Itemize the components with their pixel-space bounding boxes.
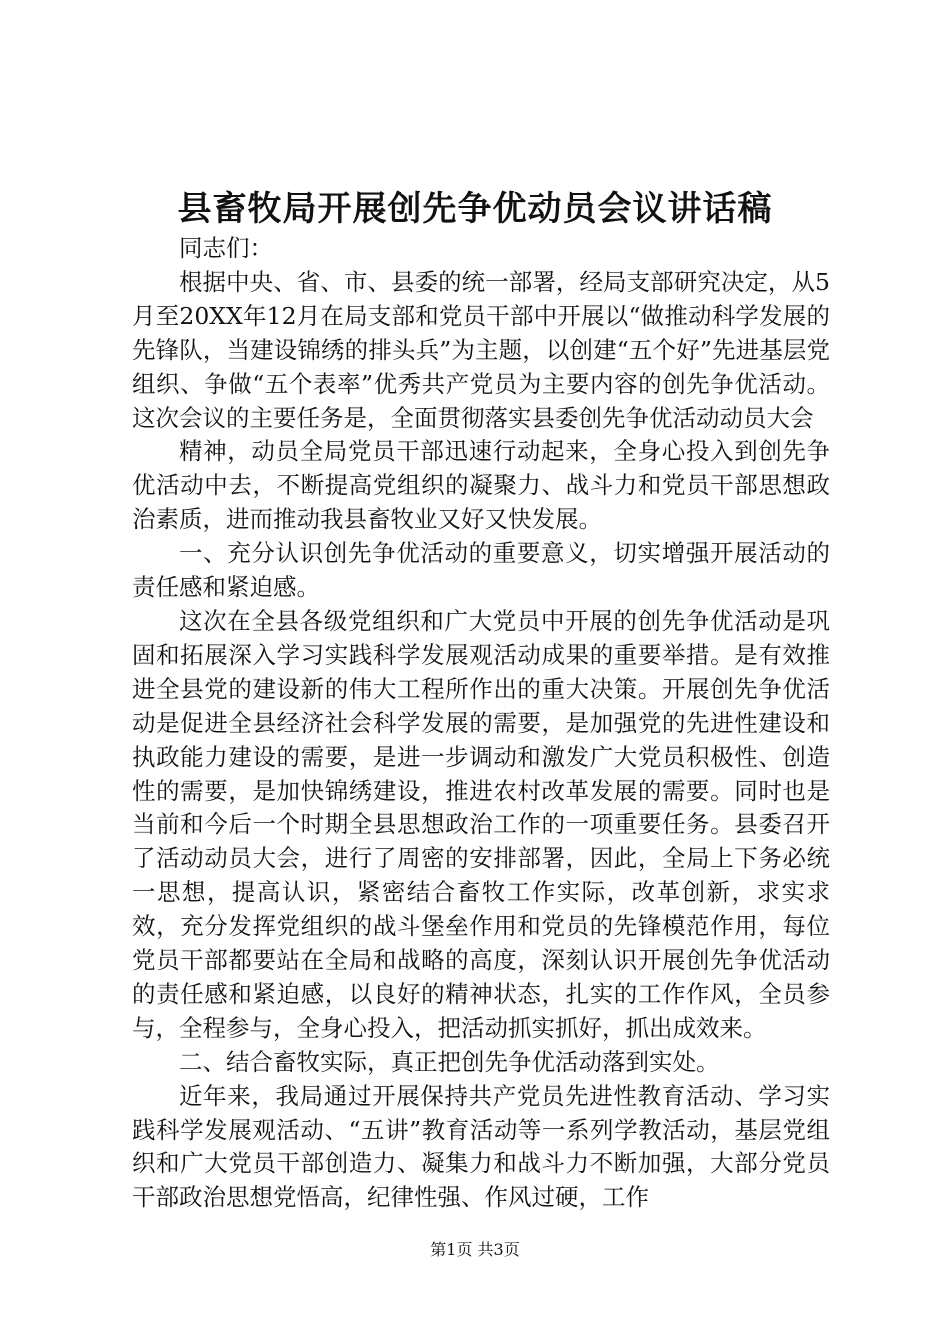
paragraph: 近年来，我局通过开展保持共产党员先进性教育活动、学习实践科学发展观活动、“五讲”教育活动等一系列学教活动，基层党组织和广大党员干部创造力、凝集力和战斗力不断加强，大部分党员干部政治思想党悟高，纪律性强、作风过硬，工作 [132, 1081, 830, 1212]
section-heading: 二、结合畜牧实际，真正把创先争优活动落到实处。 [179, 1047, 720, 1076]
page-footer: 第1页 共3页 [430, 1240, 520, 1259]
document-title: 县畜牧局开展创先争优动员会议讲话稿 [177, 189, 773, 229]
section-heading: 一、充分认识创先争优活动的重要意义，切实增强开展活动的责任感和紧迫感。 [132, 539, 830, 602]
paragraph: 根据中央、省、市、县委的统一部署，经局支部研究决定，从5月至20XX年12月在局支部和党员干部中开展以“做推动科学发展的先锋队，当建设锦绣的排头兵”为主题，以创建“五个好”先进基层党组织、争做“五个表率”优秀共产党员为主要内容的创先争优活动。这次会议的主要任务是，全面贯彻落实县委创先争优活动动员大会 [132, 267, 830, 432]
paragraph: 精神，动员全局党员干部迅速行动起来，全身心投入到创先争优活动中去，不断提高党组织的凝聚力、战斗力和党员干部思想政治素质，进而推动我县畜牧业又好又快发展。 [132, 437, 830, 534]
document-body [132, 232, 830, 1215]
paragraph-salutation: 同志们： [179, 234, 273, 262]
paragraph: 这次在全县各级党组织和广大党员中开展的创先争优活动是巩固和拓展深入学习实践科学发展观活动成果的重要举措。是有效推进全县党的建设新的伟大工程所作出的重大决策。开展创先争优活动是促进全县经济社会科学发展的需要，是加强党的先进性建设和执政能力建设的需要，是进一步调动和激发广大党员积极性、创造性的需要，是加快锦绣建设，推进农村改革发展的需要。同时也是当前和今后一个时期全县思想政治工作的一项重要任务。县委召开了活动动员大会，进行了周密的安排部署，因此，全局上下务必统一思想，提高认识，紧密结合畜牧工作实际，改革创新，求实求效，充分发挥党组织的战斗堡垒作用和党员的先锋模范作用，每位党员干部都要站在全局和战略的高度，深刻认识开展创先争优活动的责任感和紧迫感，以良好的精神状态，扎实的工作作风，全员参与，全程参与，全身心投入，把活动抓实抓好，抓出成效来。 [132, 606, 830, 1042]
